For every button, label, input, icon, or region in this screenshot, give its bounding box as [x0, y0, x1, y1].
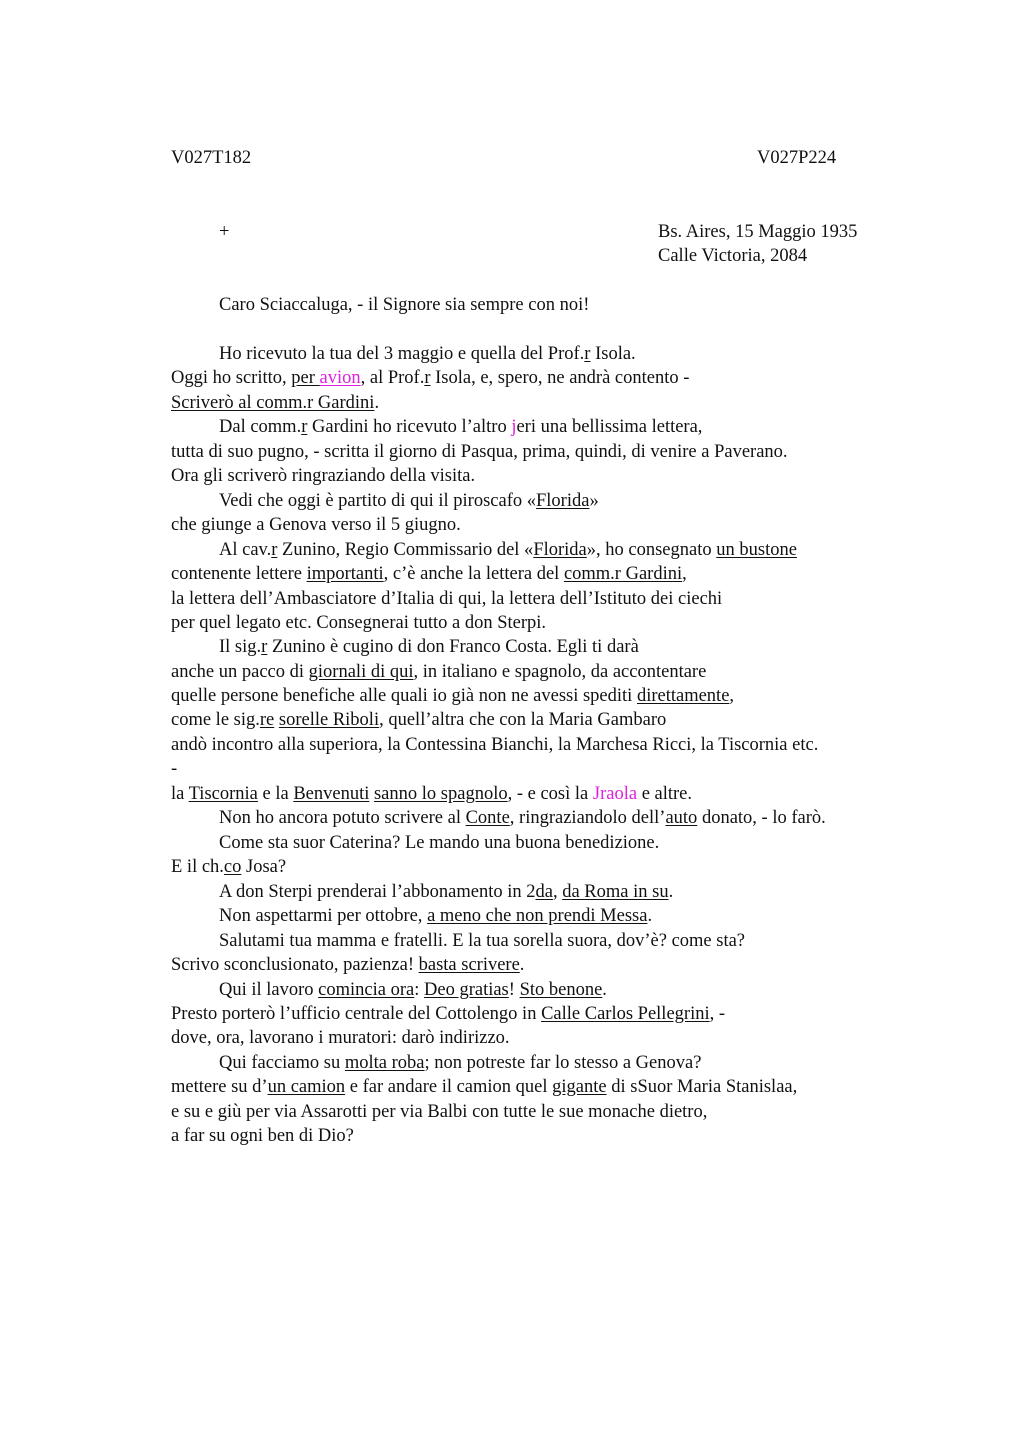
letter-line	[219, 831, 659, 855]
line-text: Josa?	[241, 857, 287, 877]
letter-line	[171, 464, 475, 488]
underlined-text: molta roba	[344, 1053, 425, 1073]
highlighted-text: j	[511, 417, 517, 437]
letter-line	[171, 953, 524, 977]
doc-code-right: V027P224	[757, 148, 837, 168]
line-text: :	[414, 980, 424, 1000]
line-text: , al Prof.	[360, 368, 425, 388]
line-text: E il ch.	[171, 857, 224, 877]
line-text: -	[171, 759, 178, 779]
letter-line	[171, 782, 692, 806]
underlined-text: avion	[319, 368, 361, 388]
underlined-text: un bustone	[716, 540, 797, 560]
line-text: Qui facciamo su	[219, 1053, 345, 1073]
letter-line	[171, 513, 461, 537]
line-text: !	[508, 980, 520, 1000]
line-text: .	[602, 980, 607, 1000]
letter-line	[171, 587, 722, 611]
line-text: Gardini ho ricevuto l’altro	[307, 417, 512, 437]
letter-line	[219, 880, 673, 904]
underlined-text: r	[424, 368, 431, 388]
line-text: a far su ogni ben di Dio?	[171, 1126, 354, 1146]
line-text: Isola, e, spero, ne andrà contento -	[430, 368, 690, 388]
underlined-text: Florida	[536, 491, 590, 511]
line-text: Al cav.	[219, 540, 272, 560]
underlined-text: da Roma in su	[562, 882, 669, 902]
line-text: , c’è anche la lettera del	[383, 564, 564, 584]
line-text: ,	[552, 882, 563, 902]
underlined-text: re	[259, 710, 275, 730]
line-text: Zunino, Regio Commissario del «	[277, 540, 534, 560]
line-text: Salutami tua mamma e fratelli. E la tua sorella suora, dov’è? come sta?	[219, 931, 746, 951]
line-text: .	[519, 955, 525, 975]
underlined-text: basta scrivere	[418, 955, 520, 975]
underlined-text: Deo gratias	[424, 980, 509, 1000]
line-text: dove, ora, lavorano i muratori: darò indirizzo.	[171, 1028, 510, 1048]
line-text: come le sig.	[171, 710, 260, 730]
underlined-text: per	[291, 368, 320, 388]
letter-line	[171, 366, 689, 390]
underlined-text: un camion	[267, 1077, 346, 1097]
line-text: Oggi ho scritto,	[171, 368, 292, 388]
letter-line	[219, 415, 702, 439]
letter-line	[171, 708, 666, 732]
letter-line	[171, 440, 788, 464]
underlined-text: r	[271, 540, 278, 560]
underlined-text: Scriverò al comm.r Gardini	[171, 393, 375, 413]
letter-line	[219, 635, 639, 659]
letter-line	[171, 684, 734, 708]
line-text: , -	[709, 1004, 726, 1024]
underlined-text: Calle Carlos Pellegrini	[541, 1004, 710, 1024]
letter-line	[171, 562, 687, 586]
line-text: ; non potreste far lo stesso a Genova?	[424, 1053, 702, 1073]
letter-line	[219, 489, 599, 513]
line-text: », ho consegnato	[586, 540, 717, 560]
underlined-text: comincia ora	[318, 980, 415, 1000]
underlined-text: direttamente	[636, 686, 730, 706]
underlined-text: Florida	[533, 540, 587, 560]
line-text: e su e giù per via Assarotti per via Balbi con tutte le sue monache dietro,	[171, 1102, 708, 1122]
letter-line	[171, 391, 379, 415]
letter-line	[219, 929, 745, 953]
letter-line	[171, 1124, 354, 1148]
doc-code-left: V027T182	[171, 148, 252, 168]
line-text: Zunino è cugino di don Franco Costa. Egli ti darà	[267, 637, 639, 657]
line-text: e la	[257, 784, 294, 804]
letter-line	[171, 855, 286, 879]
letter-line	[171, 1026, 510, 1050]
letter-line	[171, 1002, 725, 1026]
line-text: , ringraziandolo dell’	[509, 808, 666, 828]
line-text: la	[171, 784, 189, 804]
line-text: e far andare il camion quel	[345, 1077, 553, 1097]
letter-line	[219, 538, 797, 562]
underlined-text: auto	[665, 808, 698, 828]
line-text: per quel legato etc. Consegnerai tutto a don Sterpi.	[171, 613, 547, 633]
underlined-text: giornali di qui	[308, 662, 414, 682]
line-text: .	[647, 906, 653, 926]
letter-line	[171, 1100, 707, 1124]
line-text: ,	[729, 686, 735, 706]
underlined-text: a meno che non prendi Messa	[427, 906, 648, 926]
line-text: Ora gli scriverò ringraziando della visita.	[171, 466, 476, 486]
underlined-text: importanti	[306, 564, 384, 584]
letter-line	[219, 342, 636, 366]
line-text: Non aspettarmi per ottobre,	[219, 906, 428, 926]
underlined-text: r	[261, 637, 268, 657]
line-text: che giunge a Genova verso il 5 giugno.	[171, 515, 461, 535]
place-date: Bs. Aires, 15 Maggio 1935	[658, 222, 858, 242]
sender-address: Calle Victoria, 2084	[658, 246, 808, 266]
line-text: Il sig.	[219, 637, 262, 657]
letter-line	[171, 1075, 797, 1099]
line-text: e altre.	[637, 784, 693, 804]
line-text: anche un pacco di	[171, 662, 309, 682]
line-text: di sSuor Maria Stanislaa,	[606, 1077, 798, 1097]
letter-line	[219, 904, 652, 928]
line-text: Non ho ancora potuto scrivere al	[219, 808, 466, 828]
line-text: quelle persone benefiche alle quali io già non ne avessi spediti	[171, 686, 637, 706]
underlined-text: r	[301, 417, 308, 437]
salutation: Caro Sciaccaluga, - il Signore sia sempre con noi!	[219, 295, 590, 315]
underlined-text: sorelle Riboli	[278, 710, 380, 730]
line-text: Ho ricevuto la tua del 3 maggio e quella del Prof.	[219, 344, 585, 364]
line-text: , quell’altra che con la Maria Gambaro	[379, 710, 667, 730]
line-text: A don Sterpi prenderai l’abbonamento in 2	[219, 882, 536, 902]
line-text: la lettera dell’Ambasciatore d’Italia di qui, la lettera dell’Istituto dei ciechi	[171, 589, 723, 609]
letter-line	[219, 806, 826, 830]
underlined-text: Sto benone	[519, 980, 603, 1000]
letter-line	[171, 757, 177, 781]
line-text: tutta di suo pugno, - scritta il giorno di Pasqua, prima, quindi, di venire a Paverano.	[171, 442, 788, 462]
line-text: Isola.	[590, 344, 636, 364]
line-text: , in italiano e spagnolo, da accontentare	[413, 662, 707, 682]
line-text: eri una bellissima lettera,	[516, 417, 703, 437]
letter-line	[171, 611, 546, 635]
letter-line	[171, 733, 818, 757]
line-text: mettere su d’	[171, 1077, 268, 1097]
line-text: contenente lettere	[171, 564, 307, 584]
line-text: Come sta suor Caterina? Le mando una buona benedizione.	[219, 833, 660, 853]
line-text: andò incontro alla superiora, la Contessina Bianchi, la Marchesa Ricci, la Tiscornia etc.	[171, 735, 819, 755]
underlined-text: comm.r Gardini	[563, 564, 683, 584]
line-text: .	[668, 882, 674, 902]
underlined-text: Tiscornia	[188, 784, 258, 804]
underlined-text: sanno lo spagnolo	[373, 784, 508, 804]
underlined-text: Benvenuti	[293, 784, 370, 804]
line-text: Presto porterò l’ufficio centrale del Cottolengo in	[171, 1004, 542, 1024]
underlined-text: Conte	[465, 808, 510, 828]
highlighted-text: Jraola	[592, 784, 638, 804]
line-text: , - e così la	[507, 784, 593, 804]
line-text: Qui il lavoro	[219, 980, 319, 1000]
line-text: donato, - lo farò.	[697, 808, 826, 828]
letter-line	[219, 978, 607, 1002]
line-text: Dal comm.	[219, 417, 302, 437]
line-text: .	[374, 393, 380, 413]
cross-mark: +	[219, 222, 230, 242]
line-text: Scrivo sconclusionato, pazienza!	[171, 955, 419, 975]
underlined-text: co	[223, 857, 242, 877]
underlined-text: gigante	[552, 1077, 607, 1097]
line-text: ,	[682, 564, 687, 584]
letter-line	[219, 1051, 701, 1075]
letter-line	[171, 660, 706, 684]
line-text: »	[589, 491, 599, 511]
line-text: Vedi che oggi è partito di qui il piroscafo «	[219, 491, 536, 511]
underlined-text: da	[535, 882, 553, 902]
underlined-text: r	[584, 344, 591, 364]
